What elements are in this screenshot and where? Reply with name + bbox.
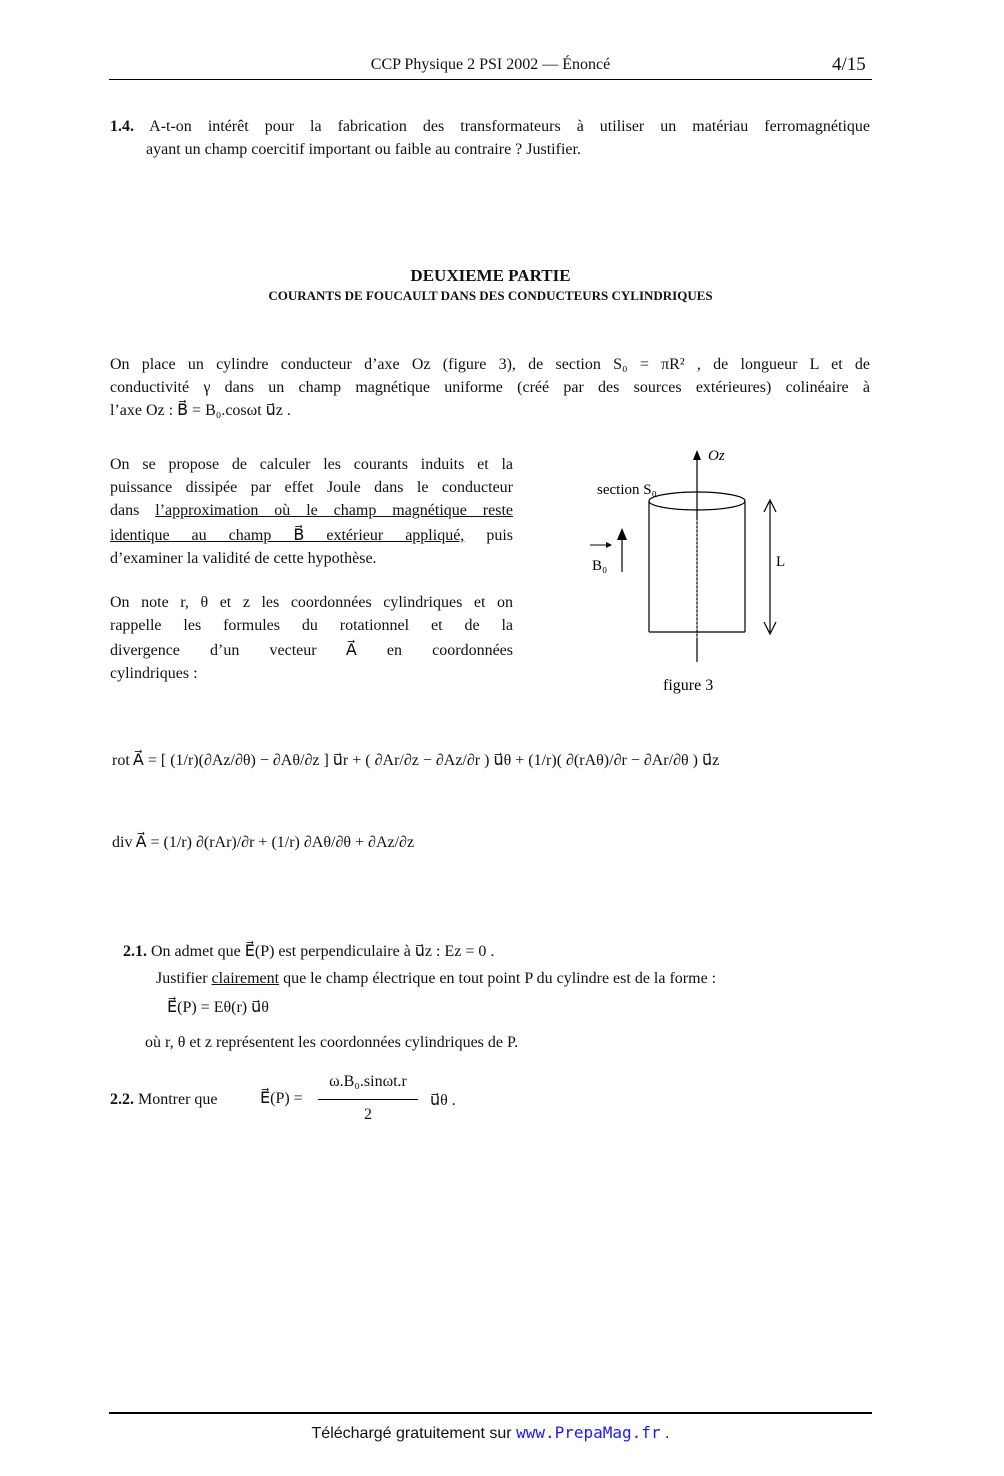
length-label: L bbox=[776, 554, 786, 570]
intro-line1: On place un cylindre conducteur d’axe Oz (figure 3), de section S₀ = πR² , de longueur L et de bbox=[110, 356, 870, 373]
question-2-1 bbox=[123, 940, 868, 1054]
propose-line5: d’examiner la validité de cette hypothèse. bbox=[110, 550, 377, 567]
b0-vector-arrowhead bbox=[606, 542, 612, 548]
q21-formula: E⃗(P) = Eθ(r) u⃗θ bbox=[167, 999, 269, 1016]
q21-line2-pre: Justifier bbox=[156, 970, 212, 987]
oz-label: Oz bbox=[708, 448, 725, 464]
figure-caption: figure 3 bbox=[663, 677, 714, 694]
b0-arrowhead bbox=[617, 528, 627, 540]
q22-denominator: 2 bbox=[364, 1106, 372, 1123]
figure-3 bbox=[580, 440, 820, 700]
page-number: 4/15 bbox=[832, 54, 866, 75]
q14-line1: A-t-on intérêt pour la fabrication des transformateurs à utiliser un matériau ferromagnétique bbox=[149, 118, 870, 135]
q22-text: Montrer que bbox=[138, 1091, 218, 1108]
intro-line2: conductivité γ dans un champ magnétique uniforme (créé par des sources extérieures) colinéaire à bbox=[110, 379, 870, 396]
note-paragraph bbox=[110, 591, 513, 685]
footer-end: . bbox=[665, 1425, 670, 1442]
footer bbox=[109, 1423, 872, 1443]
footer-link[interactable]: www.PrepaMag.fr bbox=[516, 1423, 661, 1442]
header-rule bbox=[109, 79, 872, 80]
rot-formula: rot A⃗ = [ (1/r)(∂Az/∂θ) − ∂Aθ/∂z ] u⃗r + ( ∂Ar/∂z − ∂Az/∂r ) u⃗θ + (1/r)( ∂(rAθ)/∂r − ∂Ar/∂θ ) u⃗z bbox=[112, 752, 720, 769]
part-subtitle: COURANTS DE FOUCAULT DANS DES CONDUCTEURS CYLINDRIQUES bbox=[268, 288, 713, 303]
q14-line2: ayant un champ coercitif important ou faible au contraire ? Justifier. bbox=[146, 141, 581, 158]
question-2-2 bbox=[110, 1088, 218, 1111]
note-line4: cylindriques : bbox=[110, 665, 198, 682]
propose-line4-post: puis bbox=[464, 527, 514, 544]
propose-line2: puissance dissipée par effet Joule dans le conducteur bbox=[110, 479, 513, 496]
footer-rule bbox=[109, 1412, 872, 1414]
q21-line3: où r, θ et z représentent les coordonnées cylindriques de P. bbox=[145, 1034, 519, 1051]
part-title: DEUXIEME PARTIE bbox=[410, 266, 571, 285]
oz-arrowhead bbox=[693, 450, 701, 460]
q21-line2-post: que le champ électrique en tout point P du cylindre est de la forme : bbox=[279, 970, 717, 987]
note-line1: On note r, θ et z les coordonnées cylindriques et on bbox=[110, 594, 513, 611]
q21-line2-underlined: clairement bbox=[211, 970, 280, 987]
section-label: section S₀ bbox=[597, 482, 657, 498]
propose-line4-underlined: identique au champ B⃗ extérieur appliqué, bbox=[110, 527, 465, 544]
div-formula: div A⃗ = (1/r) ∂(rAr)/∂r + (1/r) ∂Aθ/∂θ + ∂Az/∂z bbox=[112, 834, 415, 851]
propose-paragraph bbox=[110, 453, 513, 570]
q14-number: 1.4. bbox=[110, 118, 134, 135]
q22-numerator: ω.B₀.sinωt.r bbox=[329, 1073, 407, 1090]
q22-lhs: E⃗(P) = bbox=[260, 1090, 303, 1107]
q22-fraction-bar bbox=[318, 1099, 418, 1100]
b0-label: B₀ bbox=[592, 558, 608, 574]
q21-line1: On admet que E⃗(P) est perpendiculaire à u⃗z : Ez = 0 . bbox=[151, 943, 495, 960]
intro-line3: l’axe Oz : B⃗ = B₀.cosωt u⃗z . bbox=[110, 402, 291, 419]
q21-number: 2.1. bbox=[123, 943, 147, 960]
question-1-4 bbox=[110, 115, 870, 161]
note-line2: rappelle les formules du rotationnel et de la bbox=[110, 617, 513, 634]
note-line3: divergence d’un vecteur A⃗ en coordonnées bbox=[110, 642, 513, 659]
q22-rhs: u⃗θ . bbox=[430, 1092, 456, 1109]
intro-paragraph bbox=[110, 353, 870, 422]
footer-text: Téléchargé gratuitement sur bbox=[311, 1425, 512, 1442]
propose-line1: On se propose de calculer les courants induits et la bbox=[110, 456, 513, 473]
q22-number: 2.2. bbox=[110, 1091, 134, 1108]
header-title: CCP Physique 2 PSI 2002 — Énoncé bbox=[370, 56, 611, 73]
propose-line3-pre: dans bbox=[110, 502, 156, 519]
propose-line3-underlined: l’approximation où le champ magnétique reste bbox=[155, 502, 514, 519]
